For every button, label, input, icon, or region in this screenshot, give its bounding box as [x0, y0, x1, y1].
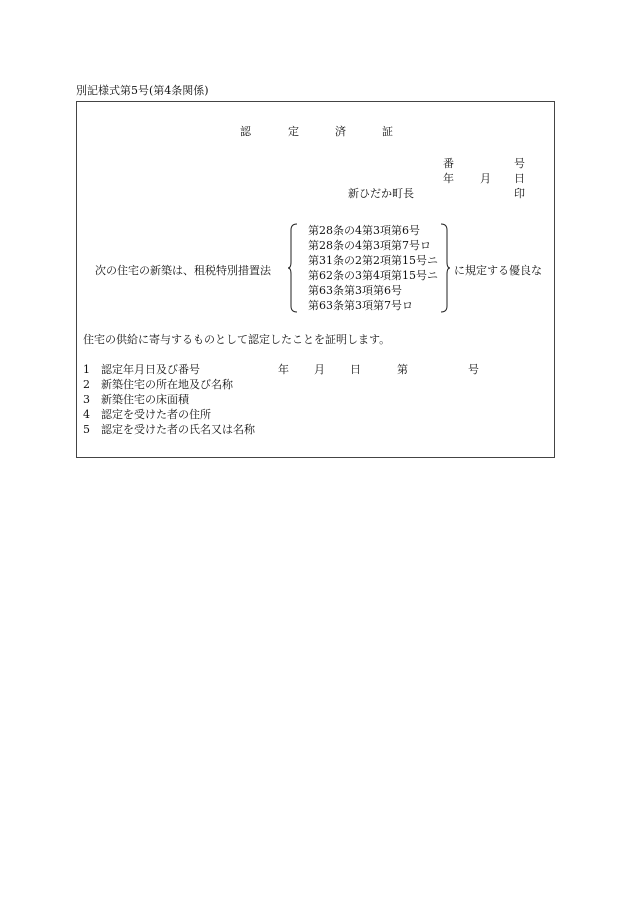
item-label: 新築住宅の床面積 [101, 393, 189, 406]
article-item: 第28条の4第3項第6号 [308, 224, 420, 237]
item1-go-label: 号 [468, 363, 479, 376]
item1-year-label: 年 [278, 363, 289, 376]
statement-closing: 住宅の供給に寄与するものとして認定したことを証明します。 [83, 333, 391, 346]
title-char: 定 [288, 125, 299, 138]
article-item: 第28条の4第3項第7号ロ [308, 239, 431, 252]
seal-mark: 印 [514, 187, 525, 200]
item-number: 2 [83, 378, 90, 391]
item1-day-label: 日 [350, 363, 361, 376]
title-char: 証 [382, 125, 393, 138]
date-year-label: 年 [443, 172, 454, 185]
title-char: 認 [240, 125, 251, 138]
item1-dai-label: 第 [397, 363, 408, 376]
date-month-label: 月 [480, 172, 491, 185]
item-number: 5 [83, 423, 90, 436]
item-label: 新築住宅の所在地及び名称 [101, 378, 233, 391]
article-item: 第63条第3項第6号 [308, 284, 402, 297]
number-go-label: 号 [514, 157, 525, 170]
date-day-label: 日 [514, 172, 525, 185]
right-brace [439, 222, 451, 314]
item-label: 認定年月日及び番号 [101, 363, 200, 376]
number-ban-label: 番 [443, 157, 454, 170]
item-label: 認定を受けた者の住所 [101, 408, 211, 421]
item1-month-label: 月 [314, 363, 325, 376]
item-number: 1 [83, 363, 90, 376]
item-number: 4 [83, 408, 90, 421]
item-number: 3 [83, 393, 90, 406]
left-brace [287, 222, 299, 314]
article-item: 第62条の3第4項第15号ニ [308, 269, 438, 282]
article-item: 第63条第3項第7号ロ [308, 299, 413, 312]
item-label: 認定を受けた者の氏名又は名称 [101, 423, 255, 436]
form-header-label: 別記様式第5号(第4条関係) [76, 84, 209, 97]
article-item: 第31条の2第2項第15号ニ [308, 254, 438, 267]
statement-prefix: 次の住宅の新築は、租税特別措置法 [95, 264, 271, 277]
mayor-title: 新ひだか町長 [348, 187, 414, 200]
statement-suffix: に規定する優良な [454, 264, 542, 277]
title-char: 済 [335, 125, 346, 138]
